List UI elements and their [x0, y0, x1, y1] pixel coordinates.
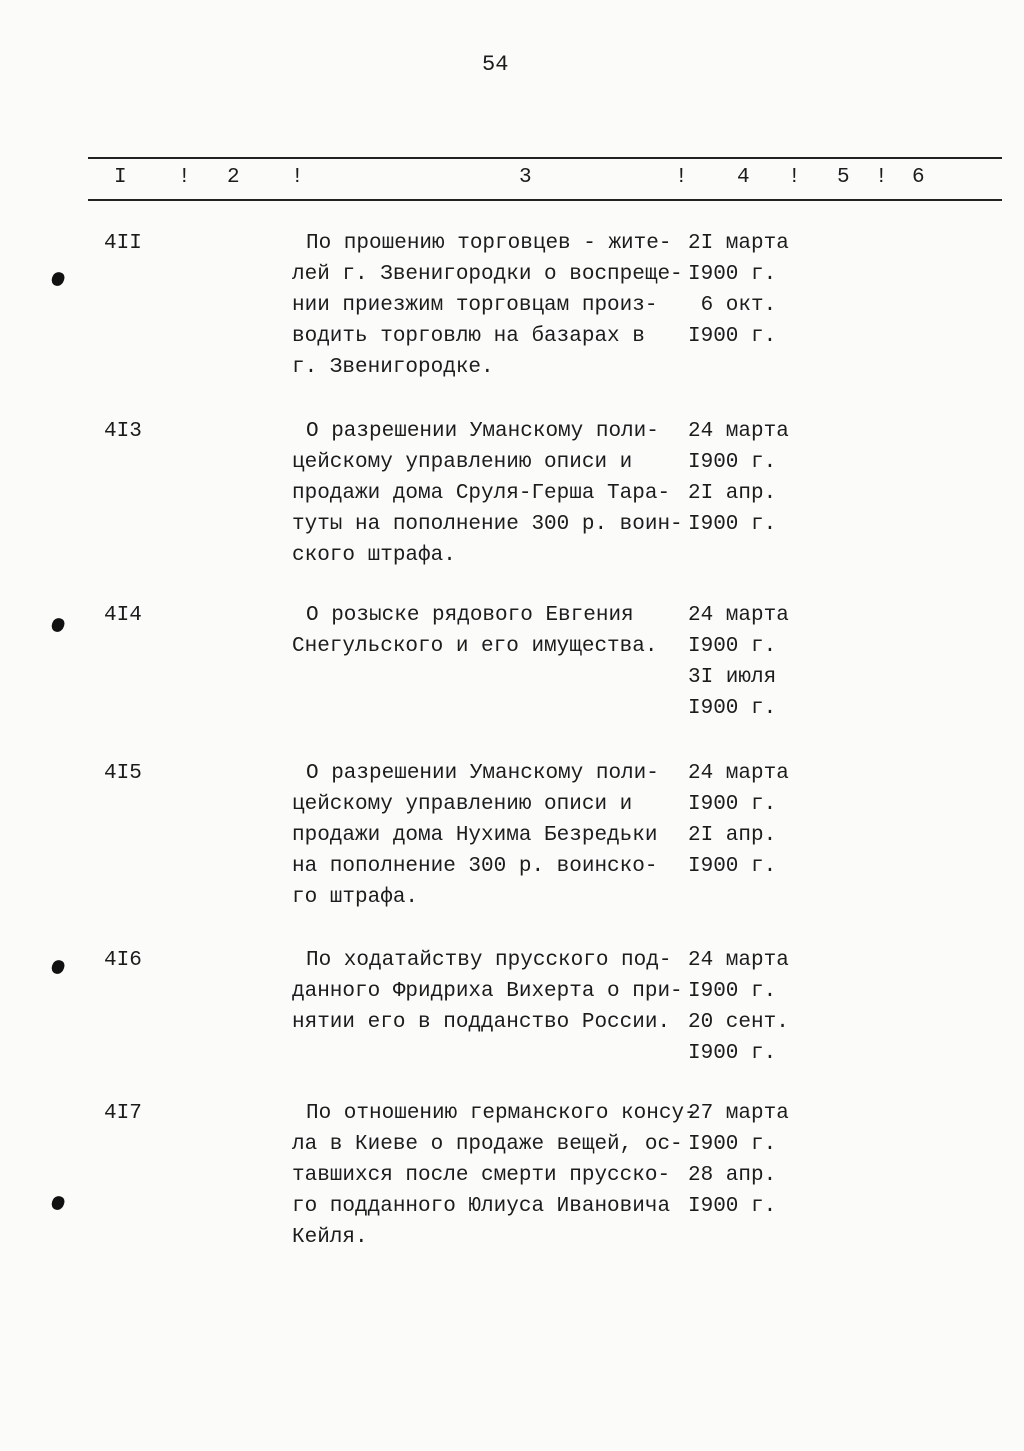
date-line: I900 г. [688, 635, 777, 658]
date-line: 6 окт. [688, 294, 777, 317]
header-separator: ! [875, 166, 888, 189]
description-line: По отношению германского консу- [306, 1102, 697, 1125]
header-separator: ! [675, 166, 688, 189]
table-top-rule [88, 157, 1002, 159]
description-line: данного Фридриха Вихерта о при- [292, 980, 683, 1003]
date-line: I900 г. [688, 325, 777, 348]
date-line: I900 г. [688, 263, 777, 286]
binding-hole-mark [50, 270, 66, 287]
dates [688, 600, 789, 724]
date-line: I900 г. [688, 1195, 777, 1218]
date-line: 2I апр. [688, 824, 777, 847]
description-line: нии приезжим торговцам произ- [292, 294, 658, 317]
description-line: лей г. Звенигородки о воспреще- [292, 263, 683, 286]
date-line: 27 марта [688, 1102, 789, 1125]
description-line: водить торговлю на базарах в [292, 325, 645, 348]
description-line: го подданного Юлиуса Ивановича [292, 1195, 671, 1218]
description-line: тавшихся после смерти прусско- [292, 1164, 671, 1187]
header-col-3: 3 [519, 166, 532, 189]
date-line: 20 сент. [688, 1011, 789, 1034]
file-number: 4I3 [104, 420, 142, 443]
date-line: I900 г. [688, 1042, 777, 1065]
description-line: нятии его в подданство России. [292, 1011, 671, 1034]
dates [688, 758, 789, 882]
dates [688, 945, 789, 1069]
binding-hole-mark [50, 616, 66, 633]
date-line: 2I марта [688, 232, 789, 255]
description-line: го штрафа. [292, 886, 419, 909]
description-line: Кейля. [292, 1226, 368, 1249]
date-line: I900 г. [688, 855, 777, 878]
header-separator: ! [178, 166, 191, 189]
binding-hole-mark [50, 1194, 66, 1211]
description-line: туты на пополнение 300 р. воин- [292, 513, 683, 536]
header-separator: ! [788, 166, 801, 189]
description [292, 945, 683, 1038]
date-line: 24 марта [688, 420, 789, 443]
binding-hole-mark [50, 958, 66, 975]
description-line: продажи дома Нухима Безредьки [292, 824, 658, 847]
date-line: 24 марта [688, 762, 789, 785]
date-line: 24 марта [688, 604, 789, 627]
description-line: ла в Киеве о продаже вещей, ос- [292, 1133, 683, 1156]
description [292, 228, 683, 383]
description-line: О разрешении Уманскому поли- [306, 762, 659, 785]
header-col-4: 4 [737, 166, 750, 189]
description-line: продажи дома Сруля-Герша Тара- [292, 482, 671, 505]
header-separator: ! [291, 166, 304, 189]
description-line: О розыске рядового Евгения [306, 604, 634, 627]
table-header-rule [88, 199, 1002, 201]
description [292, 416, 683, 571]
description [292, 1098, 697, 1253]
date-line: I900 г. [688, 793, 777, 816]
date-line: 24 марта [688, 949, 789, 972]
date-line: I900 г. [688, 980, 777, 1003]
dates [688, 416, 789, 540]
description-line: О разрешении Уманскому поли- [306, 420, 659, 443]
header-col-2: 2 [227, 166, 240, 189]
date-line: I900 г. [688, 513, 777, 536]
date-line: I900 г. [688, 1133, 777, 1156]
header-col-1: I [114, 166, 127, 189]
description-line: г. Звенигородке. [292, 356, 494, 379]
date-line: 28 апр. [688, 1164, 777, 1187]
description-line: цейскому управлению описи и [292, 451, 633, 474]
description [292, 600, 657, 662]
description [292, 758, 659, 913]
dates [688, 228, 789, 352]
date-line: I900 г. [688, 697, 777, 720]
description-line: По ходатайству прусского под- [306, 949, 672, 972]
file-number: 4I5 [104, 762, 142, 785]
header-col-5: 5 [837, 166, 850, 189]
date-line: 3I июля [688, 666, 777, 689]
description-line: Снегульского и его имущества. [292, 635, 658, 658]
file-number: 4I6 [104, 949, 142, 972]
date-line: 2I апр. [688, 482, 777, 505]
file-number: 4II [104, 232, 142, 255]
date-line: I900 г. [688, 451, 777, 474]
file-number: 4I7 [104, 1102, 142, 1125]
page-number: 54 [482, 52, 509, 77]
description-line: По прошению торговцев - жите- [306, 232, 672, 255]
description-line: ского штрафа. [292, 544, 456, 567]
file-number: 4I4 [104, 604, 142, 627]
dates [688, 1098, 789, 1222]
description-line: на пополнение 300 р. воинско- [292, 855, 658, 878]
description-line: цейскому управлению описи и [292, 793, 633, 816]
header-col-6: 6 [912, 166, 925, 189]
